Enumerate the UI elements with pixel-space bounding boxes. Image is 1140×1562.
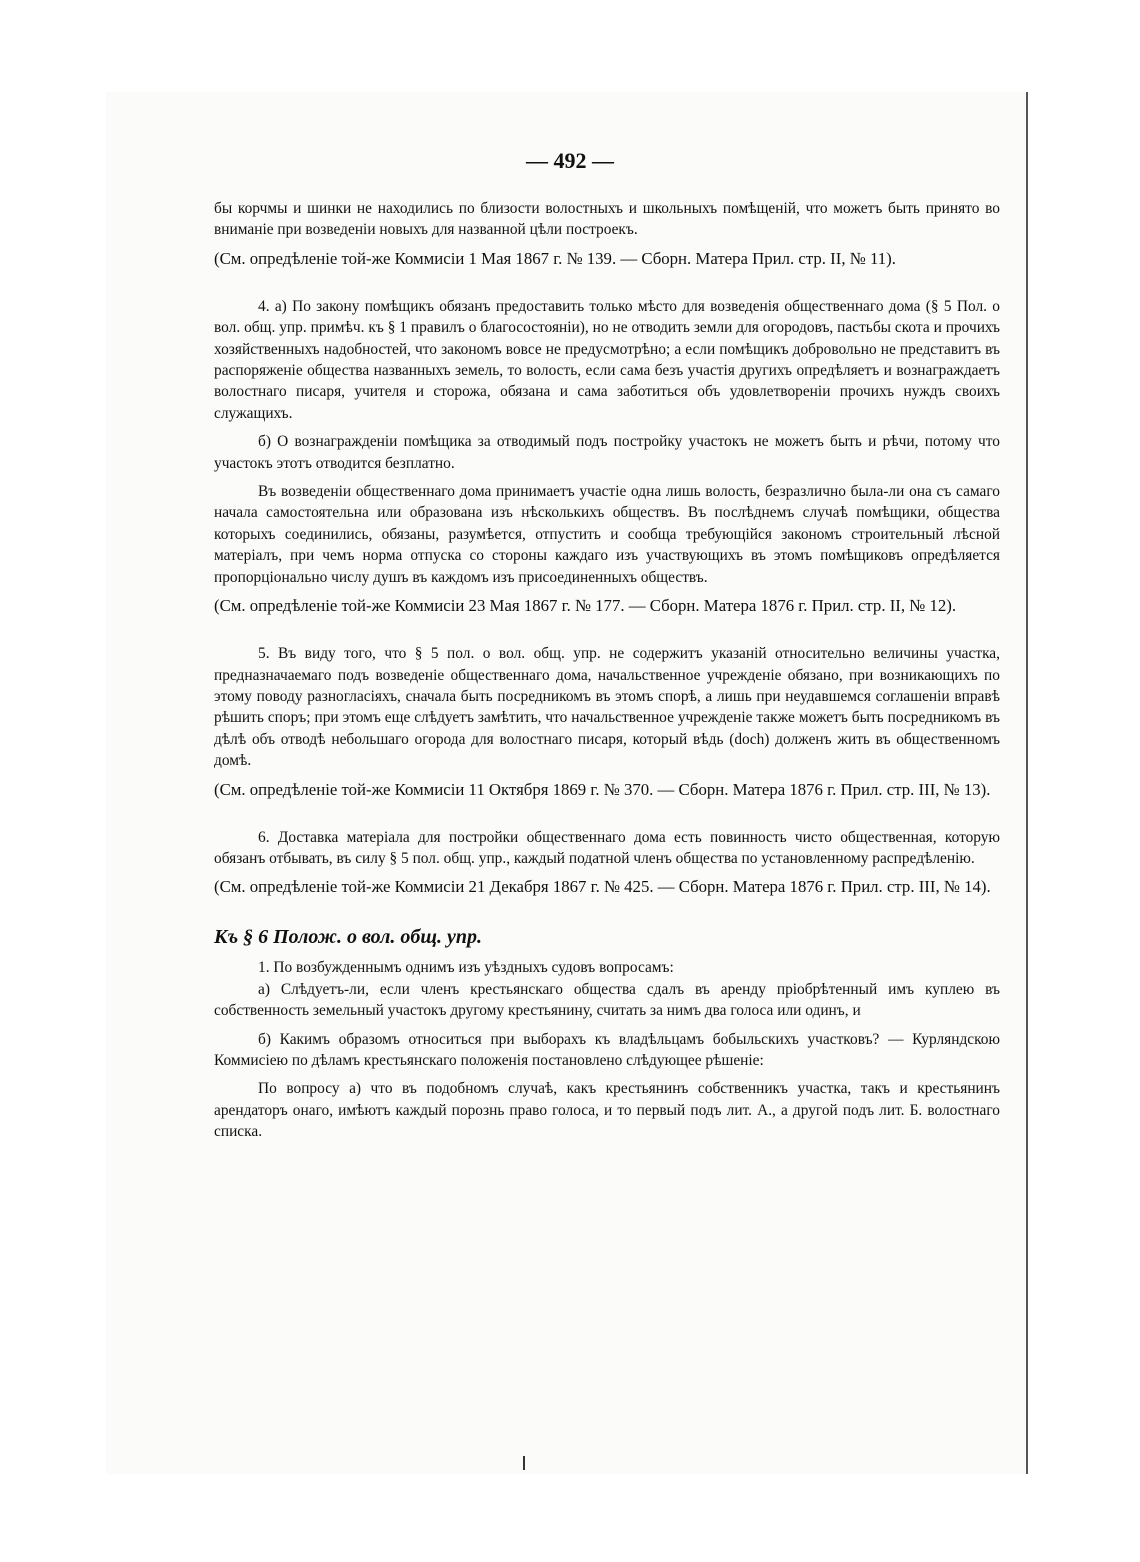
paragraph-6-1b: б) Какимъ образомъ относиться при выборахъ къ владѣльцамъ бобыльскихъ участковъ? — Курляндскою Коммисіею по дѣламъ крестьянскаго положенія постановлено слѣдующее рѣшеніе:: [214, 1030, 1000, 1069]
paragraph-4b: б) О вознагражденіи помѣщика за отводимый подъ постройку участокъ не можетъ быть и рѣчи, потому что участокъ этотъ отводится безплатно.: [214, 433, 1000, 472]
paragraph-5: 5. Въ виду того, что § 5 пол. о вол. общ. упр. не содержитъ указаній относительно величины участка, предназначаемаго подъ возведеніе общественнаго дома, начальственное учрежденіе обязано, при возникающихъ по этому поводу разногласіяхъ, сначала быть посредникомъ въ этомъ спорѣ, а лишь при неудавшемся соглашеніи вправѣ рѣшить споръ; при этомъ еще слѣдуетъ замѣтить, что начальственное учрежденіе также можетъ быть посредникомъ въ дѣлѣ объ отводѣ небольшаго огорода для волостнаго писаря, который вѣдь (doch) долженъ жить въ общественномъ домѣ.: [214, 645, 1000, 770]
paragraph-continuation: бы корчмы и шинки не находились по близости волостныхъ и школьныхъ помѣщеній, что можетъ быть принято во вниманіе при возведеніи новыхъ для названной цѣли построекъ.: [214, 200, 1000, 239]
reference-13: (См. опредѣленіе той-же Коммисіи 11 Октября 1869 г. № 370. — Сборн. Матера 1876 г. Прил. стр. III, № 13).: [214, 779, 991, 799]
paragraph-4a: 4. а) По закону помѣщикъ обязанъ предоставить только мѣсто для возведенія общественнаго дома (§ 5 Пол. о вол. общ. упр. примѣч. къ § 1 правилъ о благосостояніи), но не отводить земли для огородовъ, пастьбы скота и прочихъ хозяйственныхъ надобностей, что закономъ вовсе не предусмотрѣно; а если помѣщикъ добровольно не представитъ въ распоряженіе общества названныхъ земель, то волость, если сама безъ участія другихъ опредѣляетъ и вознаграждаетъ волостнаго писаря, учителя и сторожа, обязана и сама заботиться объ удовлетвореніи прочихъ нуждъ своихъ служащихъ.: [214, 297, 1000, 422]
paragraph-6-1: 1. По возбужденнымъ однимъ изъ уѣздныхъ судовъ вопросамъ:: [258, 959, 674, 977]
page-edge-rule: [1026, 92, 1028, 1474]
paragraph-6-1a: а) Слѣдуетъ-ли, если членъ крестьянскаго общества сдалъ въ аренду пріобрѣтенный имъ куплею въ собственность земельный участокъ другому крестьянину, считать за нимъ два голоса или одинъ, и: [214, 980, 1000, 1020]
page-number: — 492 —: [526, 148, 614, 173]
page-body: [214, 198, 1000, 1143]
reference-11: (См. опредѣленіе той-же Коммисіи 1 Мая 1867 г. № 139. — Сборн. Матера Прил. стр. II, № 11).: [214, 248, 896, 268]
paragraph-4-participation: Въ возведеніи общественнаго дома принимаетъ участіе одна лишь волость, безразлично была-ли она съ самаго начала самостоятельна или образована изъ нѣсколькихъ обществъ. Въ послѣднемъ случаѣ помѣщики, общества которыхъ соединились, обязаны, разумѣется, отпустить и сообща требующійся закономъ строительный лѣсной матеріалъ, при чемъ норма отпуска со стороны каждаго изъ участвующихъ въ этомъ помѣщиковъ опредѣляется пропорціонально числу душъ въ каждомъ изъ присоединенныхъ обществъ.: [214, 483, 1000, 586]
paragraph-6-answer-a: По вопросу а) что въ подобномъ случаѣ, какъ крестьянинъ собственникъ участка, такъ и крестьянинъ арендаторъ онаго, имѣютъ каждый порознь право голоса, и то первый подъ лит. А., а другой подъ лит. Б. волостнаго списка.: [214, 1080, 1000, 1141]
reference-14: (См. опредѣленіе той-же Коммисіи 21 Декабря 1867 г. № 425. — Сборн. Матера 1876 г. Прил. стр. III, № 14).: [214, 877, 991, 897]
section-heading: Къ § 6 Полож. о вол. общ. упр.: [214, 926, 483, 949]
bottom-mark: [523, 1456, 525, 1470]
reference-12: (См. опредѣленіе той-же Коммисіи 23 Мая 1867 г. № 177. — Сборн. Матера 1876 г. Прил. стр. II, № 12).: [214, 596, 957, 616]
paragraph-6: 6. Доставка матеріала для постройки общественнаго дома есть повинность чисто общественная, которую обязанъ отбывать, въ силу § 5 пол. общ. упр., каждый податной членъ общества по установленному распредѣленію.: [214, 828, 1000, 867]
